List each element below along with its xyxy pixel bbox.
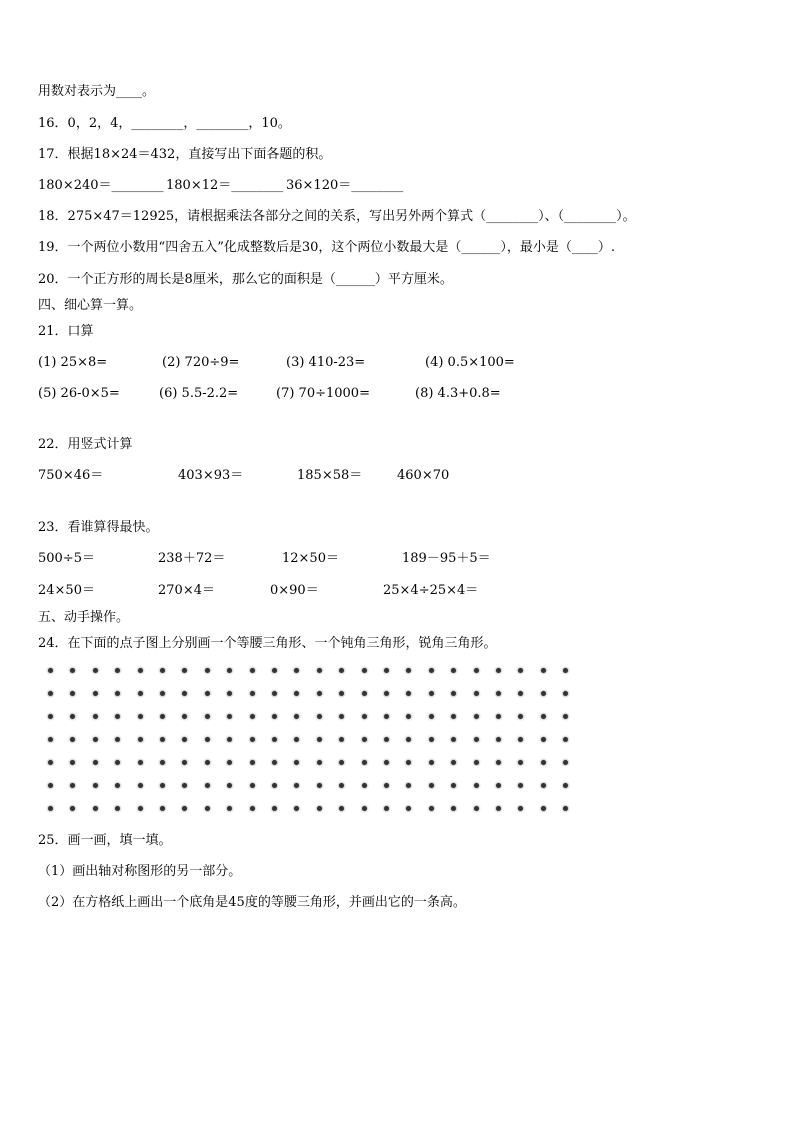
grid-dot[interactable]	[429, 783, 434, 788]
grid-dot[interactable]	[339, 691, 344, 696]
grid-dot[interactable]	[48, 760, 53, 765]
grid-dot[interactable]	[563, 783, 568, 788]
section-4-heading: 四、细心算一算。	[38, 298, 143, 313]
grid-dot[interactable]	[474, 760, 479, 765]
grid-dot[interactable]	[339, 714, 344, 719]
grid-dot[interactable]	[272, 760, 277, 765]
grid-dot[interactable]	[272, 691, 277, 696]
grid-dot[interactable]	[406, 806, 411, 811]
grid-dot[interactable]	[205, 760, 210, 765]
question-17-items	[38, 178, 538, 194]
q23-item-5: 24×50＝	[38, 583, 95, 598]
grid-dot[interactable]	[518, 714, 523, 719]
grid-dot[interactable]	[272, 783, 277, 788]
line-coordinate-answer: 用数对表示为____。	[38, 84, 156, 99]
grid-dot[interactable]	[406, 668, 411, 673]
q17-item-2: 180×12＝________	[166, 178, 284, 193]
grid-dot[interactable]	[115, 760, 120, 765]
grid-dot[interactable]	[70, 714, 75, 719]
grid-dot[interactable]	[70, 737, 75, 742]
grid-dot[interactable]	[182, 668, 187, 673]
grid-dot[interactable]	[317, 760, 322, 765]
grid-dot[interactable]	[70, 668, 75, 673]
question-25-part-2: （2）在方格纸上画出一个底角是45度的等腰三角形，并画出它的一条高。	[38, 895, 466, 910]
grid-dot[interactable]	[317, 783, 322, 788]
grid-dot[interactable]	[160, 806, 165, 811]
grid-dot[interactable]	[294, 760, 299, 765]
grid-dot[interactable]	[272, 806, 277, 811]
grid-dot[interactable]	[250, 737, 255, 742]
grid-dot[interactable]	[138, 691, 143, 696]
grid-dot[interactable]	[362, 806, 367, 811]
grid-dot[interactable]	[429, 737, 434, 742]
grid-dot[interactable]	[138, 714, 143, 719]
question-25-part-1: （1）画出轴对称图形的另一部分。	[38, 864, 242, 879]
grid-dot[interactable]	[48, 691, 53, 696]
grid-dot[interactable]	[182, 691, 187, 696]
grid-dot[interactable]	[339, 760, 344, 765]
question-21: 21．口算	[38, 324, 94, 339]
grid-dot[interactable]	[474, 737, 479, 742]
grid-dot[interactable]	[339, 737, 344, 742]
q21-item-6: (6) 5.5-2.2=	[159, 386, 239, 401]
grid-dot[interactable]	[70, 760, 75, 765]
q17-item-1: 180×240＝________	[38, 178, 164, 193]
grid-dot[interactable]	[362, 783, 367, 788]
question-23: 23．看谁算得最快。	[38, 520, 159, 535]
grid-dot[interactable]	[451, 714, 456, 719]
grid-dot[interactable]	[250, 806, 255, 811]
grid-dot[interactable]	[339, 806, 344, 811]
grid-dot[interactable]	[518, 737, 523, 742]
grid-dot[interactable]	[451, 668, 456, 673]
grid-dot[interactable]	[362, 737, 367, 742]
grid-dot[interactable]	[250, 668, 255, 673]
grid-dot[interactable]	[294, 783, 299, 788]
grid-dot[interactable]	[429, 668, 434, 673]
grid-dot[interactable]	[70, 806, 75, 811]
grid-dot[interactable]	[384, 668, 389, 673]
grid-dot[interactable]	[48, 668, 53, 673]
grid-dot[interactable]	[384, 760, 389, 765]
grid-dot[interactable]	[182, 806, 187, 811]
grid-dot[interactable]	[138, 760, 143, 765]
question-22-row	[38, 468, 558, 484]
grid-dot[interactable]	[205, 737, 210, 742]
grid-dot[interactable]	[115, 783, 120, 788]
section-5-heading: 五、动手操作。	[38, 610, 130, 625]
grid-dot[interactable]	[474, 668, 479, 673]
grid-dot[interactable]	[48, 737, 53, 742]
grid-dot[interactable]	[496, 691, 501, 696]
grid-dot[interactable]	[182, 760, 187, 765]
grid-dot[interactable]	[406, 783, 411, 788]
q23-item-3: 12×50＝	[282, 551, 339, 566]
grid-dot[interactable]	[362, 760, 367, 765]
grid-dot[interactable]	[563, 714, 568, 719]
grid-dot[interactable]	[205, 668, 210, 673]
question-18: 18．275×47＝12925，请根据乘法各部分之间的关系，写出另外两个算式（________）、（________）。	[38, 209, 636, 224]
q21-item-3: (3) 410-23=	[286, 355, 366, 370]
grid-dot[interactable]	[496, 783, 501, 788]
grid-dot[interactable]	[474, 783, 479, 788]
grid-dot[interactable]	[138, 806, 143, 811]
grid-dot[interactable]	[93, 783, 98, 788]
grid-dot[interactable]	[138, 737, 143, 742]
grid-dot[interactable]	[474, 806, 479, 811]
grid-dot[interactable]	[317, 714, 322, 719]
grid-dot[interactable]	[496, 760, 501, 765]
grid-dot[interactable]	[496, 714, 501, 719]
grid-dot[interactable]	[294, 806, 299, 811]
question-16: 16．0，2，4，________，________，10。	[38, 116, 291, 131]
grid-dot[interactable]	[406, 691, 411, 696]
q23-item-6: 270×4＝	[158, 583, 215, 598]
q21-item-7: (7) 70÷1000=	[276, 386, 370, 401]
grid-dot[interactable]	[182, 714, 187, 719]
grid-dot[interactable]	[160, 668, 165, 673]
grid-dot[interactable]	[563, 691, 568, 696]
grid-dot[interactable]	[496, 668, 501, 673]
dot-grid[interactable]	[48, 668, 578, 816]
grid-dot[interactable]	[317, 691, 322, 696]
grid-dot[interactable]	[250, 691, 255, 696]
grid-dot[interactable]	[115, 714, 120, 719]
question-24: 24．在下面的点子图上分别画一个等腰三角形、一个钝角三角形，锐角三角形。	[38, 636, 497, 651]
question-25: 25．画一画，填一填。	[38, 833, 172, 848]
grid-dot[interactable]	[160, 691, 165, 696]
q21-item-1: (1) 25×8=	[38, 355, 108, 370]
grid-dot[interactable]	[294, 668, 299, 673]
grid-dot[interactable]	[496, 737, 501, 742]
q22-item-2: 403×93＝	[178, 468, 244, 483]
grid-dot[interactable]	[518, 668, 523, 673]
grid-dot[interactable]	[317, 806, 322, 811]
q21-item-2: (2) 720÷9=	[162, 355, 240, 370]
grid-dot[interactable]	[563, 760, 568, 765]
grid-dot[interactable]	[250, 760, 255, 765]
grid-dot[interactable]	[138, 783, 143, 788]
grid-dot[interactable]	[48, 783, 53, 788]
grid-dot[interactable]	[182, 783, 187, 788]
question-20: 20．一个正方形的周长是8厘米，那么它的面积是（______）平方厘米。	[38, 272, 453, 287]
grid-dot[interactable]	[541, 737, 546, 742]
grid-dot[interactable]	[93, 668, 98, 673]
grid-dot[interactable]	[205, 691, 210, 696]
grid-dot[interactable]	[384, 714, 389, 719]
grid-dot[interactable]	[429, 806, 434, 811]
grid-dot[interactable]	[474, 691, 479, 696]
grid-dot[interactable]	[115, 691, 120, 696]
grid-dot[interactable]	[227, 783, 232, 788]
grid-dot[interactable]	[182, 737, 187, 742]
q23-item-2: 238＋72＝	[158, 551, 226, 566]
grid-dot[interactable]	[384, 737, 389, 742]
grid-dot[interactable]	[541, 806, 546, 811]
grid-dot[interactable]	[339, 783, 344, 788]
question-23-row-1	[38, 551, 558, 567]
grid-dot[interactable]	[563, 668, 568, 673]
grid-dot[interactable]	[406, 737, 411, 742]
grid-dot[interactable]	[451, 760, 456, 765]
q23-item-1: 500÷5＝	[38, 551, 95, 566]
grid-dot[interactable]	[93, 737, 98, 742]
grid-dot[interactable]	[48, 806, 53, 811]
grid-dot[interactable]	[115, 806, 120, 811]
grid-dot[interactable]	[518, 691, 523, 696]
grid-dot[interactable]	[384, 806, 389, 811]
grid-dot[interactable]	[250, 714, 255, 719]
grid-dot[interactable]	[429, 714, 434, 719]
grid-dot[interactable]	[160, 737, 165, 742]
grid-dot[interactable]	[227, 668, 232, 673]
q23-item-4: 189－95＋5＝	[402, 551, 491, 566]
grid-dot[interactable]	[563, 806, 568, 811]
grid-dot[interactable]	[518, 806, 523, 811]
q23-item-7: 0×90＝	[270, 583, 319, 598]
question-19: 19．一个两位小数用“四舍五入”化成整数后是30，这个两位小数最大是（______），最小是（____）.	[38, 240, 616, 255]
grid-dot[interactable]	[451, 691, 456, 696]
grid-dot[interactable]	[272, 737, 277, 742]
grid-dot[interactable]	[362, 714, 367, 719]
grid-dot[interactable]	[227, 806, 232, 811]
q21-item-5: (5) 26-0×5=	[38, 386, 120, 401]
grid-dot[interactable]	[541, 714, 546, 719]
grid-dot[interactable]	[429, 691, 434, 696]
q22-item-1: 750×46＝	[38, 468, 104, 483]
q22-item-4: 460×70	[397, 468, 450, 483]
grid-dot[interactable]	[518, 783, 523, 788]
grid-dot[interactable]	[384, 783, 389, 788]
q23-item-8: 25×4÷25×4＝	[383, 583, 479, 598]
q21-item-8: (8) 4.3+0.8=	[415, 386, 501, 401]
q17-item-3: 36×120＝________	[286, 178, 404, 193]
grid-dot[interactable]	[250, 783, 255, 788]
grid-dot[interactable]	[294, 691, 299, 696]
grid-dot[interactable]	[93, 806, 98, 811]
grid-dot[interactable]	[384, 691, 389, 696]
grid-dot[interactable]	[451, 783, 456, 788]
grid-dot[interactable]	[541, 760, 546, 765]
grid-dot[interactable]	[205, 714, 210, 719]
grid-dot[interactable]	[93, 760, 98, 765]
grid-dot[interactable]	[205, 806, 210, 811]
grid-dot[interactable]	[496, 806, 501, 811]
grid-dot[interactable]	[160, 760, 165, 765]
grid-dot[interactable]	[115, 737, 120, 742]
grid-dot[interactable]	[272, 668, 277, 673]
grid-dot[interactable]	[406, 760, 411, 765]
question-21-row-1	[38, 355, 558, 371]
question-23-row-2	[38, 583, 558, 599]
grid-dot[interactable]	[227, 691, 232, 696]
grid-dot[interactable]	[115, 668, 120, 673]
grid-dot[interactable]	[406, 714, 411, 719]
grid-dot[interactable]	[541, 783, 546, 788]
grid-dot[interactable]	[227, 737, 232, 742]
grid-dot[interactable]	[451, 737, 456, 742]
grid-dot[interactable]	[563, 737, 568, 742]
grid-dot[interactable]	[317, 668, 322, 673]
grid-dot[interactable]	[227, 760, 232, 765]
grid-dot[interactable]	[362, 691, 367, 696]
grid-dot[interactable]	[205, 783, 210, 788]
grid-dot[interactable]	[160, 714, 165, 719]
grid-dot[interactable]	[70, 783, 75, 788]
grid-dot[interactable]	[541, 668, 546, 673]
grid-dot[interactable]	[451, 806, 456, 811]
grid-dot[interactable]	[474, 714, 479, 719]
grid-dot[interactable]	[93, 714, 98, 719]
q21-item-4: (4) 0.5×100=	[425, 355, 515, 370]
grid-dot[interactable]	[70, 691, 75, 696]
grid-dot[interactable]	[160, 783, 165, 788]
grid-dot[interactable]	[294, 714, 299, 719]
grid-dot[interactable]	[48, 714, 53, 719]
grid-dot[interactable]	[227, 714, 232, 719]
grid-dot[interactable]	[362, 668, 367, 673]
grid-dot[interactable]	[317, 737, 322, 742]
grid-dot[interactable]	[429, 760, 434, 765]
question-17: 17．根据18×24＝432，直接写出下面各题的积。	[38, 147, 332, 162]
question-22: 22．用竖式计算	[38, 437, 133, 452]
q22-item-3: 185×58＝	[297, 468, 363, 483]
grid-dot[interactable]	[294, 737, 299, 742]
grid-dot[interactable]	[93, 691, 98, 696]
grid-dot[interactable]	[541, 691, 546, 696]
grid-dot[interactable]	[138, 668, 143, 673]
grid-dot[interactable]	[272, 714, 277, 719]
question-21-row-2	[38, 386, 558, 402]
grid-dot[interactable]	[518, 760, 523, 765]
grid-dot[interactable]	[339, 668, 344, 673]
